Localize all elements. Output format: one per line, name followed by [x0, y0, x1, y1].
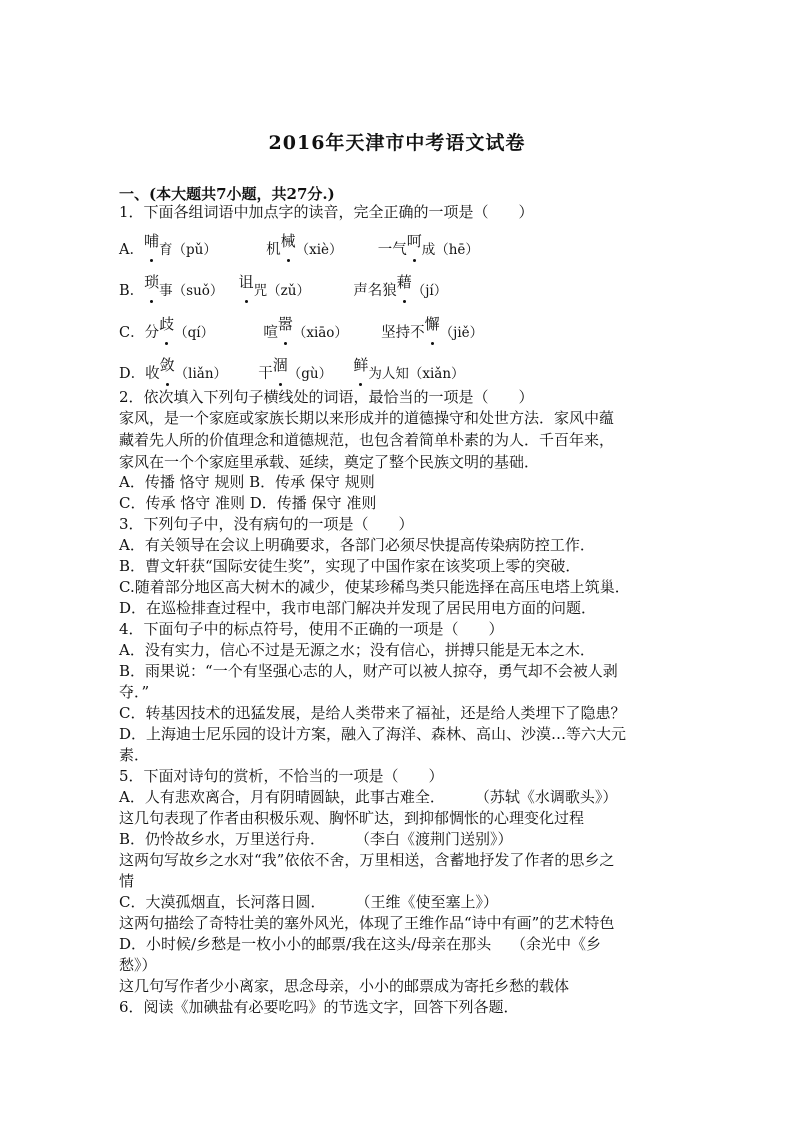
text-line: B．仍怜故乡水，万里送行舟． （李白《渡荆门送别》）	[119, 830, 513, 848]
text-line: 情	[119, 872, 135, 890]
text-line: A．传播 恪守 规则 B．传承 保守 规则	[119, 473, 375, 491]
text-line: D．上海迪士尼乐园的设计方案，融入了海洋、森林、高山、沙漠…等六大元	[119, 725, 627, 743]
text-line: B．雨果说：“一个有坚强心志的人，财产可以被人掠夺，勇气却不会被人剥	[119, 662, 618, 680]
text-line: 这两句写故乡之水对“我”依依不舍，万里相送，含蓄地抒发了作者的思乡之	[119, 851, 615, 869]
section-heading: 一、(本大题共7小题，共27分.)	[119, 185, 335, 203]
text-line: A．没有实力，信心不过是无源之水；没有信心，拼搏只能是无本之木．	[119, 641, 595, 659]
text-line: A．有关领导在会议上明确要求，各部门必须尽快提高传染病防控工作．	[119, 536, 595, 554]
text-line: 家风在一个个家庭里承载、延续，奠定了整个民族文明的基础．	[119, 453, 540, 471]
question-1-stem: 1．下面各组词语中加点字的读音，完全正确的一项是（ ）	[119, 203, 534, 221]
text-line: D．小时候/乡愁是一枚小小的邮票/我在这头/母亲在那头 （余光中《乡	[119, 935, 601, 953]
text-line: 6．阅读《加碘盐有必要吃吗》的节选文字，回答下列各题．	[119, 998, 519, 1016]
text-line: 这两句描绘了奇特壮美的塞外风光，体现了王维作品“诗中有画”的艺术特色	[119, 914, 615, 932]
text-line: 家风，是一个家庭或家族长期以来形成并的道德操守和处世方法．家风中蕴	[119, 409, 615, 427]
text-line: C．大漠孤烟直，长河落日圆． （王维《使至塞上》）	[119, 893, 498, 911]
text-line: 夺．”	[119, 683, 150, 701]
text-line: C．传承 恪守 准则 D．传播 保守 准则	[119, 494, 377, 512]
text-line: 愁》）	[119, 956, 157, 974]
text-line: B．曹文轩获“国际安徒生奖”，实现了中国作家在该奖项上零的突破．	[119, 557, 581, 575]
text-line: 2．依次填入下列句子横线处的词语，最恰当的一项是（ ）	[119, 388, 534, 406]
text-line: C.随着部分地区高大树木的减少，使某珍稀鸟类只能选择在高压电塔上筑巢．	[119, 578, 630, 596]
text-line: C．转基因技术的迅猛发展，是给人类带来了福祉，还是给人类埋下了隐患？	[119, 704, 626, 722]
question-1-option-d: D．收敛 （liǎn） 干涸 （gù） 鲜 为人知（xiǎn）	[119, 362, 465, 383]
text-line: A．人有悲欢离合，月有阴晴圆缺，此事古难全． （苏轼《水调歌头》）	[119, 788, 618, 806]
text-line: D．在巡检排查过程中，我市电部门解决并发现了居民用电方面的问题．	[119, 599, 597, 617]
question-1-option-c: C．分歧 （qí） 喧嚣 （xiāo） 坚持不懈 （jiě）	[119, 321, 483, 342]
text-line: 3．下列句子中，没有病句的一项是（ ）	[119, 515, 414, 533]
text-line: 素．	[119, 746, 150, 764]
question-1-option-a: A．哺 育（pǔ） 机械 （xiè） 一气呵 成（hē）	[119, 238, 479, 259]
text-line: 这几句写作者少小离家，思念母亲，小小的邮票成为寄托乡愁的载体	[119, 977, 570, 995]
question-1-option-b: B．琐 事（suǒ） 诅 咒（zǔ） 声名狼藉 （jí）	[119, 279, 447, 300]
text-line: 藏着先人所的价值理念和道德规范，也包含着简单朴素的为人．千百年来，	[119, 431, 615, 449]
page-title: 2016年天津市中考语文试卷	[268, 132, 526, 154]
text-line: 4．下面句子中的标点符号，使用不正确的一项是（ ）	[119, 620, 504, 638]
text-line: 这几句表现了作者由积极乐观、胸怀旷达，到抑郁惆怅的心理变化过程	[119, 809, 585, 827]
text-line: 5．下面对诗句的赏析，不恰当的一项是（ ）	[119, 767, 444, 785]
